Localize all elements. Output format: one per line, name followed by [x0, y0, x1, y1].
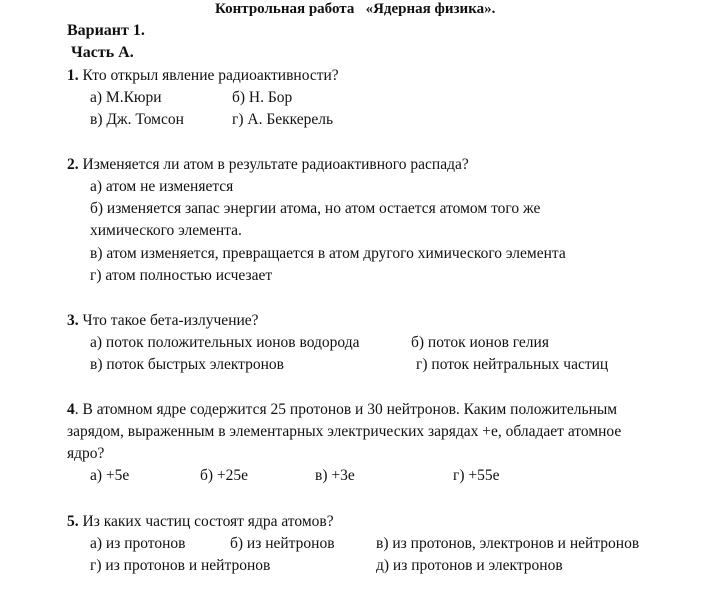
answer-option: б) из нейтронов: [230, 535, 335, 552]
answer-option: в) +3е: [315, 467, 355, 484]
answer-option: г) +55е: [453, 467, 500, 484]
answer-option: в) поток быстрых электронов: [90, 356, 284, 373]
answer-option: б) изменяется запас энергии атома, но атом остается атомом того же: [90, 200, 541, 217]
answer-option: г) из протонов и нейтронов: [90, 557, 271, 574]
question-3: [67, 310, 677, 332]
question-5: [67, 511, 677, 533]
answer-option: в) Дж. Томсон: [90, 111, 184, 128]
answer-option: в) атом изменяется, превращается в атом другого химического элемента: [90, 245, 566, 262]
part-heading: Часть А.: [71, 44, 134, 61]
question-text: Кто открыл явление радиоактивности?: [78, 67, 339, 84]
answer-option-continuation: химического элемента.: [90, 222, 242, 239]
question-text: ядро?: [67, 445, 105, 462]
document-title: Контрольная работа «Ядерная физика».: [215, 1, 496, 17]
question-4: [67, 399, 677, 465]
answer-option: б) поток ионов гелия: [411, 334, 549, 351]
question-1: [67, 65, 677, 87]
answer-option: б) Н. Бор: [232, 89, 293, 106]
variant-heading: Вариант 1.: [67, 22, 145, 39]
answer-option: г) атом полностью исчезает: [90, 267, 273, 284]
question-number: 1.: [67, 67, 79, 84]
question-number: 2.: [67, 156, 79, 173]
answer-option: а) атом не изменяется: [90, 178, 234, 195]
answer-option: д) из протонов и электронов: [376, 557, 563, 574]
answer-option: а) +5е: [90, 467, 130, 484]
question-2: [67, 154, 677, 176]
question-text: Из каких частиц состоят ядра атомов?: [78, 513, 334, 530]
answer-option: в) из протонов, электронов и нейтронов: [376, 535, 640, 552]
question-text: . В атомном ядре содержится 25 протонов и 30 нейтронов. Каким положительным: [74, 401, 618, 418]
question-text: Изменяется ли атом в результате радиоактивного распада?: [78, 156, 469, 173]
answer-option: б) +25е: [200, 467, 249, 484]
answer-option: а) поток положительных ионов водорода: [90, 334, 360, 351]
question-number: 3.: [67, 312, 79, 329]
question-text: зарядом, выраженным в элементарных электрических зарядах +е, обладает атомное: [67, 423, 622, 440]
answer-option: а) М.Кюри: [90, 89, 162, 106]
question-number: 5.: [67, 513, 79, 530]
answer-option: г) А. Беккерель: [232, 111, 334, 128]
answer-option: а) из протонов: [90, 535, 186, 552]
question-text: Что такое бета-излучение?: [78, 312, 259, 329]
question-number: 4: [67, 401, 75, 418]
answer-option: г) поток нейтральных частиц: [416, 356, 609, 373]
